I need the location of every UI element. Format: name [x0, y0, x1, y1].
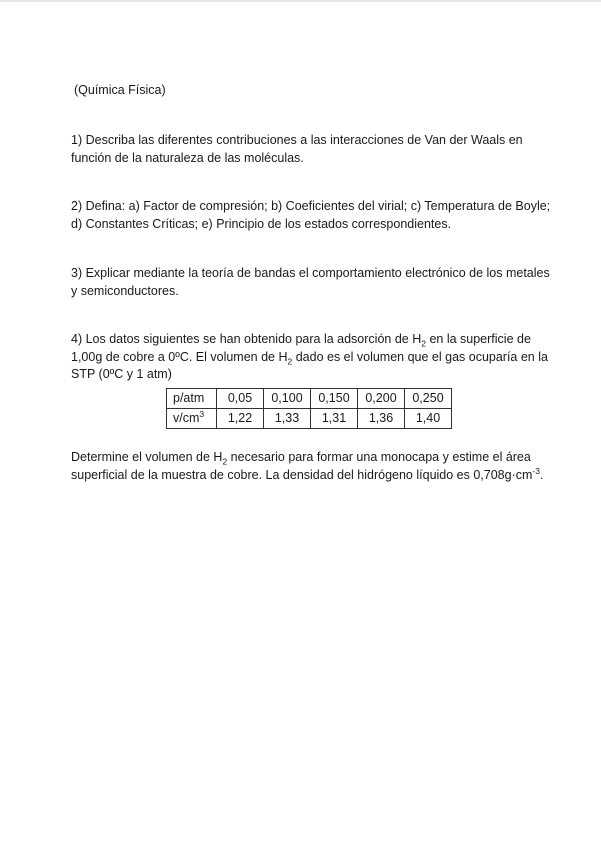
table-cell: 0,150 — [311, 389, 358, 409]
table-cell: 1,31 — [311, 409, 358, 429]
table-cell: 1,33 — [264, 409, 311, 429]
question-1: 1) Describa las diferentes contribuciones a las interacciones de Van der Waals en función de la naturaleza de las moléculas. — [71, 133, 523, 165]
table-row-pressure — [167, 389, 452, 409]
q4-subscript-2: 2 — [287, 356, 293, 366]
final-text-part2: necesario para formar una monocapa y estime el área superficial de la muestra de cobre. La densidad del hidrógeno líquido es 0,708g·cm — [71, 450, 533, 482]
table-cell: 0,250 — [405, 389, 452, 409]
table-cell: 1,40 — [405, 409, 452, 429]
q4-text-part1: 4) Los datos siguientes se han obtenido para la adsorción de H — [71, 332, 422, 346]
final-text-part3: . — [539, 467, 544, 482]
table-cell: 0,200 — [358, 389, 405, 409]
table-row-volume — [167, 409, 452, 429]
question-2: 2) Defina: a) Factor de compresión; b) Coeficientes del virial; c) Temperatura de Boyle; d) Constantes Críticas; e) Principio de los estados correspondientes. — [71, 199, 551, 231]
q4-text-part2: en la superficie de 1,00g de cobre a 0ºC. El volumen de H — [71, 332, 531, 364]
final-text-part1: Determine el volumen de H — [71, 450, 223, 464]
table-cell: 0,05 — [217, 389, 264, 409]
table-row-label — [167, 409, 217, 429]
page-top-border — [0, 0, 601, 2]
final-instruction — [71, 449, 551, 484]
subject-heading: (Química Física) — [74, 83, 166, 97]
volume-label-exponent: 3 — [199, 408, 205, 419]
q4-subscript-1: 2 — [421, 338, 426, 349]
volume-label: v/cm — [173, 411, 200, 425]
question-4 — [71, 331, 551, 384]
final-subscript-1: 2 — [222, 456, 228, 467]
adsorption-data-table — [166, 388, 452, 429]
table-cell: 0,100 — [264, 389, 311, 409]
table-cell: 1,36 — [358, 409, 405, 429]
final-superscript-1: -3 — [532, 465, 540, 476]
table-row-label: p/atm — [167, 389, 217, 409]
question-3: 3) Explicar mediante la teoría de bandas el comportamiento electrónico de los metales y semiconductores. — [71, 266, 550, 298]
table-cell: 1,22 — [217, 409, 264, 429]
q4-text-part3: dado es el volumen que el gas ocuparía en la STP (0ºC y 1 atm) — [71, 349, 548, 381]
